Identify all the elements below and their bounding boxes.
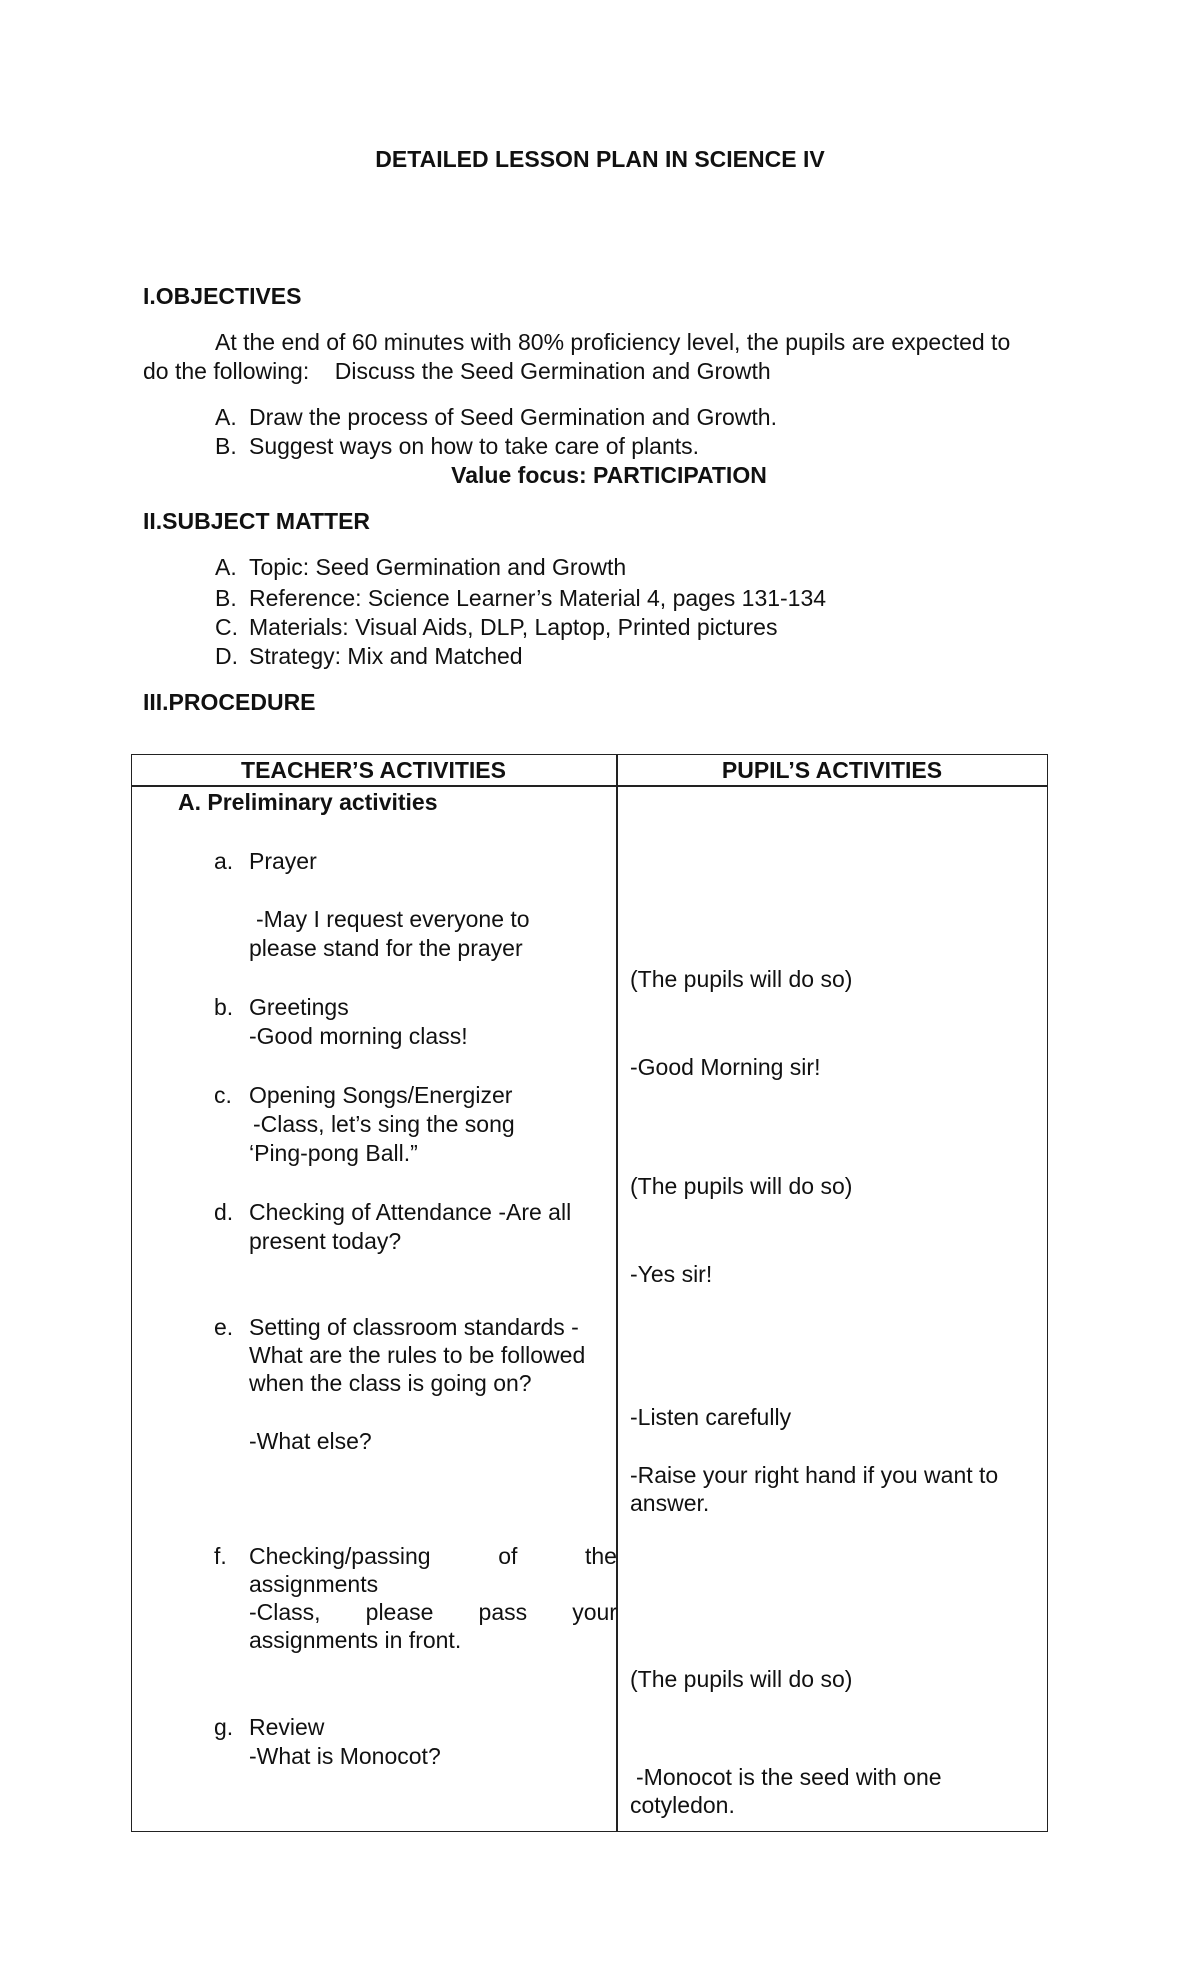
subject-item-a	[215, 553, 626, 582]
pupil-response-standards-1: -Listen carefully	[630, 1404, 792, 1430]
value-focus: Value focus: PARTICIPATION	[451, 462, 767, 488]
standards-line-4: -What else?	[249, 1428, 372, 1454]
pupil-response-assignments: (The pupils will do so)	[630, 1666, 853, 1692]
pupil-response-review-1: -Monocot is the seed with one	[636, 1764, 942, 1790]
list-letter: A.	[215, 554, 237, 580]
activity-review-label: Review	[249, 1714, 325, 1740]
pupil-response-standards-2b: answer.	[630, 1490, 710, 1516]
assignments-word: -Class,	[249, 1599, 321, 1625]
list-letter: e.	[214, 1314, 234, 1340]
list-letter: D.	[215, 643, 238, 669]
column-header-teacher: TEACHER’S ACTIVITIES	[241, 757, 506, 783]
activity-songs-label: Opening Songs/Energizer	[249, 1082, 513, 1108]
assignments-word: of	[498, 1543, 518, 1569]
table-header-divider	[131, 785, 1048, 787]
standards-line-1: Setting of classroom standards -	[249, 1314, 579, 1340]
subject-item-b	[215, 584, 826, 613]
subject-item-c	[215, 613, 777, 642]
list-letter: a.	[214, 848, 234, 874]
section-preliminary: A. Preliminary activities	[178, 789, 438, 815]
page-title: DETAILED LESSON PLAN IN SCIENCE IV	[375, 146, 825, 172]
assignments-line-3	[249, 1598, 617, 1627]
subject-item-d	[215, 642, 523, 671]
prayer-line-1: -May I request everyone to	[256, 906, 530, 932]
list-letter: d.	[214, 1199, 234, 1225]
standards-line-2: What are the rules to be followed	[249, 1342, 586, 1368]
pupil-response-review-2: cotyledon.	[630, 1792, 735, 1818]
subject-text: Topic: Seed Germination and Growth	[249, 554, 627, 580]
list-letter: C.	[215, 614, 238, 640]
list-letter: A.	[215, 404, 237, 430]
attendance-line-2: present today?	[249, 1228, 402, 1254]
greetings-line-1: -Good morning class!	[249, 1023, 468, 1049]
songs-line-1: -Class, let’s sing the song	[253, 1111, 515, 1137]
assignments-line-4: assignments in front.	[249, 1627, 462, 1653]
pupil-response-attendance: -Yes sir!	[630, 1261, 713, 1287]
objectives-heading: I.OBJECTIVES	[143, 283, 302, 309]
subject-text: Materials: Visual Aids, DLP, Laptop, Printed pictures	[249, 614, 778, 640]
pupil-response-songs: (The pupils will do so)	[630, 1173, 853, 1199]
pupil-response-standards-2a: -Raise your right hand if you want to	[630, 1462, 999, 1488]
pupil-response-prayer: (The pupils will do so)	[630, 966, 853, 992]
list-letter: f.	[214, 1543, 227, 1569]
objectives-intro-line1: At the end of 60 minutes with 80% proficiency level, the pupils are expected to	[215, 329, 1011, 355]
objective-item-a	[215, 403, 777, 432]
assignments-word: please	[365, 1599, 434, 1625]
standards-line-3: when the class is going on?	[249, 1370, 532, 1396]
assignments-word: the	[585, 1543, 617, 1569]
column-header-pupil: PUPIL’S ACTIVITIES	[721, 757, 943, 783]
list-letter: c.	[214, 1082, 232, 1108]
prayer-line-2: please stand for the prayer	[249, 935, 523, 961]
assignments-line-2: assignments	[249, 1571, 379, 1597]
subject-text: Reference: Science Learner’s Material 4, pages 131-134	[249, 585, 827, 611]
assignments-line-1	[249, 1542, 617, 1571]
table-column-divider	[616, 754, 618, 1832]
attendance-line-1: Checking of Attendance -Are all	[249, 1199, 572, 1225]
list-letter: B.	[215, 433, 237, 459]
list-letter: B.	[215, 585, 237, 611]
objective-text: Suggest ways on how to take care of plants.	[249, 433, 700, 459]
pupil-response-greetings: -Good Morning sir!	[630, 1054, 821, 1080]
list-letter: b.	[214, 994, 234, 1020]
list-letter: g.	[214, 1714, 234, 1740]
procedure-heading: III.PROCEDURE	[143, 689, 316, 715]
review-line-1: -What is Monocot?	[249, 1743, 441, 1769]
objective-text: Draw the process of Seed Germination and Growth.	[249, 404, 777, 430]
assignments-word: Checking/passing	[249, 1543, 431, 1569]
assignments-word: your	[572, 1599, 617, 1625]
activity-prayer-label: Prayer	[249, 848, 317, 874]
subject-matter-heading: II.SUBJECT MATTER	[143, 508, 371, 534]
subject-text: Strategy: Mix and Matched	[249, 643, 523, 669]
activity-greetings-label: Greetings	[249, 994, 349, 1020]
objective-item-b	[215, 432, 699, 461]
objectives-intro-line2: do the following: Discuss the Seed Germination and Growth	[143, 358, 771, 384]
songs-line-2: ‘Ping-pong Ball.”	[249, 1140, 418, 1166]
assignments-word: pass	[478, 1599, 528, 1625]
